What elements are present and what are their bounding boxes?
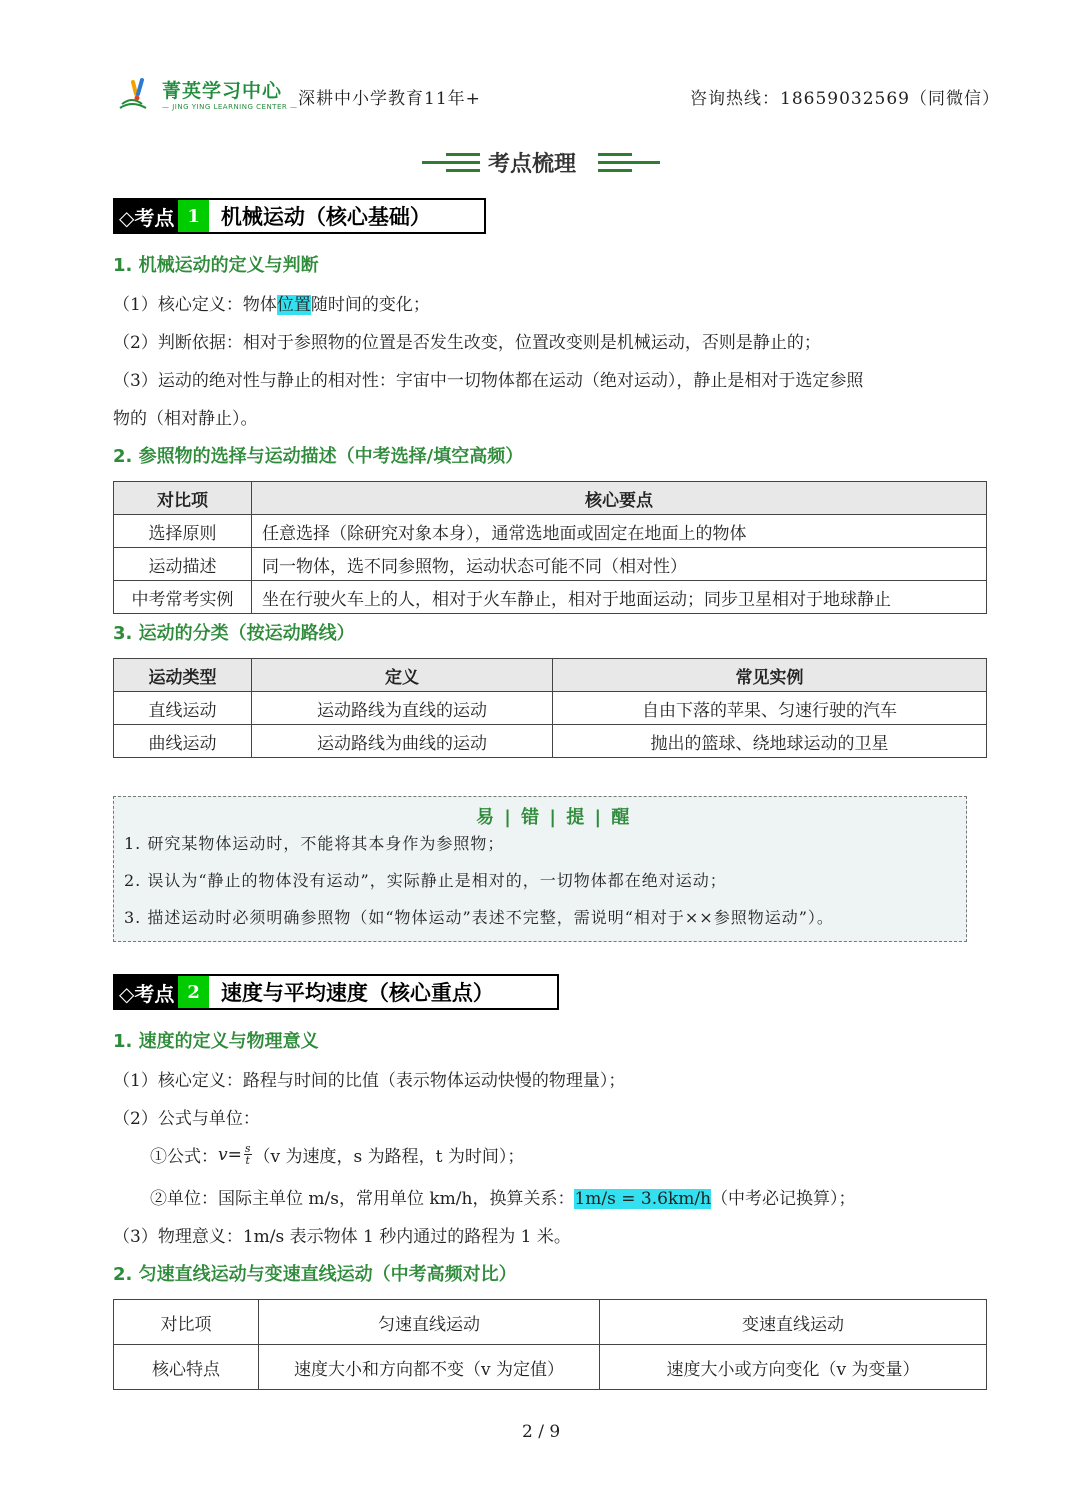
- table-cell: 选择原则: [114, 515, 252, 548]
- text-line: （2）判断依据：相对于参照物的位置是否发生改变，位置改变则是机械运动，否则是静止的；: [113, 333, 821, 353]
- uniform-vs-variable-table: [113, 1299, 987, 1390]
- heading-1-3: 3. 运动的分类（按运动路线）: [113, 623, 355, 644]
- text-segment: ②单位：国际主单位 m/s，常用单位 km/h，换算关系：: [150, 1189, 575, 1209]
- table-cell: 速度大小和方向都不变（v 为定值）: [259, 1345, 600, 1390]
- fraction-denominator: t: [245, 1154, 250, 1167]
- table-cell: 运动路线为曲线的运动: [252, 725, 553, 758]
- reminder-title: 易 | 错 | 提 | 醒: [476, 807, 632, 828]
- text-segment: （1）核心定义：物体: [113, 295, 277, 315]
- reference-table: [113, 481, 987, 614]
- logo-name: 菁英学习中心: [162, 80, 283, 102]
- text-line: [113, 290, 430, 315]
- kaodian-2-header: [113, 974, 559, 1010]
- table-row: [114, 725, 987, 758]
- kaodian-label: ◇考点: [115, 200, 178, 232]
- formula-fraction: [244, 1143, 252, 1166]
- formula-variable: v: [218, 1144, 228, 1165]
- table-row: [114, 1345, 987, 1390]
- table-cell: 同一物体，选不同参照物，运动状态可能不同（相对性）: [252, 548, 987, 581]
- kaodian-number: 1: [178, 200, 209, 232]
- kaodian-1-header: [113, 198, 486, 234]
- heading-1-1: 1. 机械运动的定义与判断: [113, 255, 319, 276]
- table-row: [114, 515, 987, 548]
- table-header: 对比项: [114, 1300, 259, 1345]
- text-segment: （v 为速度，s 为路程，t 为时间）；: [253, 1147, 525, 1167]
- table-header: 核心要点: [252, 482, 987, 515]
- motion-type-table: [113, 658, 987, 758]
- table-cell: 自由下落的苹果、匀速行驶的汽车: [553, 692, 987, 725]
- highlight: 位置: [276, 295, 311, 315]
- text-line: （3）物理意义：1m/s 表示物体 1 秒内通过的路程为 1 米。: [113, 1227, 571, 1247]
- table-header: 对比项: [114, 482, 252, 515]
- table-row: [114, 548, 987, 581]
- text-segment: （中考必记换算）；: [711, 1189, 856, 1209]
- table-cell: 运动描述: [114, 548, 252, 581]
- page-number: 2 / 9: [522, 1422, 561, 1442]
- table-header: 变速直线运动: [600, 1300, 987, 1345]
- header-hotline: 咨询热线：18659032569（同微信）: [690, 89, 1000, 109]
- table-header: 定义: [252, 659, 553, 692]
- table-cell: 运动路线为直线的运动: [252, 692, 553, 725]
- text-segment: 随时间的变化；: [310, 295, 430, 315]
- table-cell: 抛出的篮球、绕地球运动的卫星: [553, 725, 987, 758]
- kaodian-label: ◇考点: [115, 976, 178, 1008]
- logo: [118, 76, 298, 114]
- table-cell: 中考常考实例: [114, 581, 252, 614]
- formula-equals: =: [227, 1144, 242, 1165]
- table-row: [114, 692, 987, 725]
- highlight: 1m/s = 3.6km/h: [574, 1189, 712, 1209]
- table-cell: 核心特点: [114, 1345, 259, 1390]
- formula-line: [150, 1142, 524, 1167]
- table-row: [114, 581, 987, 614]
- reminder-item: 1. 研究某物体运动时，不能将其本身作为参照物；: [124, 834, 505, 853]
- table-header: 常见实例: [553, 659, 987, 692]
- table-cell: 曲线运动: [114, 725, 252, 758]
- section-title: 考点梳理: [488, 152, 577, 177]
- text-line: （3）运动的绝对性与静止的相对性：宇宙中一切物体都在运动（绝对运动），静止是相对于选定参照: [113, 371, 864, 391]
- logo-en: — JING YING LEARNING CENTER —: [162, 103, 298, 111]
- text-line: （1）核心定义：路程与时间的比值（表示物体运动快慢的物理量）；: [113, 1071, 626, 1091]
- reminder-item: 2. 误认为“静止的物体没有运动”，实际静止是相对的，一切物体都在绝对运动；: [124, 871, 727, 890]
- fraction-numerator: s: [244, 1142, 251, 1155]
- table-header: 运动类型: [114, 659, 252, 692]
- text-line: （2）公式与单位：: [113, 1109, 260, 1129]
- kaodian-title: 速度与平均速度（核心重点）: [209, 976, 504, 1008]
- table-cell: 坐在行驶火车上的人，相对于火车静止，相对于地面运动；同步卫星相对于地球静止: [252, 581, 987, 614]
- text-segment: ①公式：: [150, 1147, 218, 1167]
- logo-icon: [118, 76, 160, 112]
- table-cell: 任意选择（除研究对象本身），通常选地面或固定在地面上的物体: [252, 515, 987, 548]
- header-slogan: 深耕中小学教育11年+: [298, 89, 481, 109]
- unit-line: [150, 1184, 856, 1209]
- kaodian-title: 机械运动（核心基础）: [209, 200, 441, 232]
- heading-1-2: 2. 参照物的选择与运动描述（中考选择/填空高频）: [113, 446, 524, 467]
- reminder-item: 3. 描述运动时必须明确参照物（如“物体运动”表述不完整，需说明“相对于××参照物运动”）。: [124, 908, 834, 927]
- table-cell: 速度大小或方向变化（v 为变量）: [600, 1345, 987, 1390]
- heading-2-1: 1. 速度的定义与物理意义: [113, 1031, 319, 1052]
- kaodian-number: 2: [178, 976, 209, 1008]
- table-cell: 直线运动: [114, 692, 252, 725]
- table-header: 匀速直线运动: [259, 1300, 600, 1345]
- text-line: 物的（相对静止）。: [113, 409, 258, 429]
- heading-2-2: 2. 匀速直线运动与变速直线运动（中考高频对比）: [113, 1264, 517, 1285]
